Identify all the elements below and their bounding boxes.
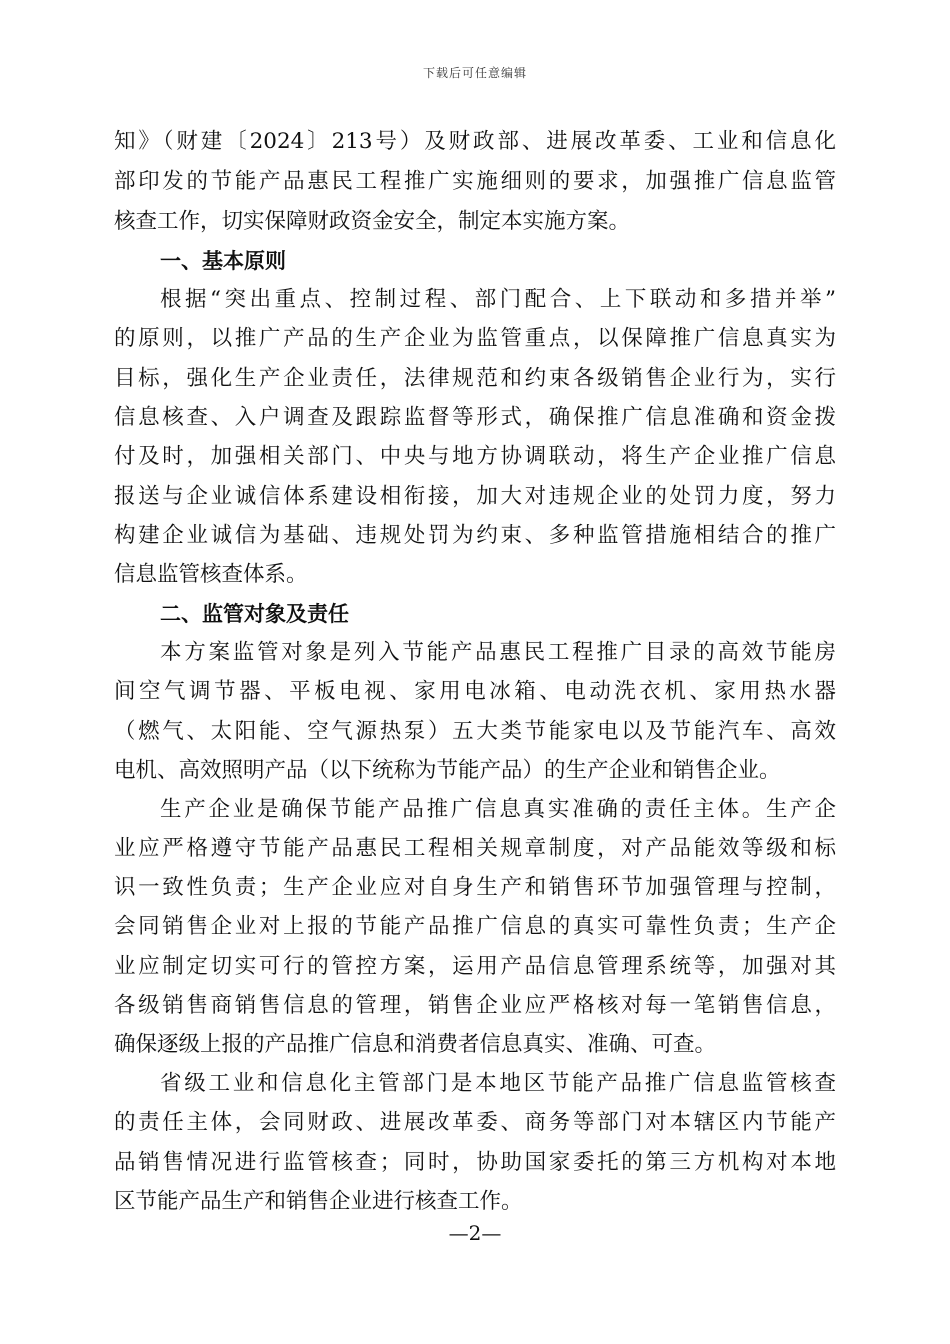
section2-para3-line: 区节能产品生产和销售企业进行核查工作。: [114, 1189, 523, 1214]
section2-para3-line: 的责任主体，会同财政、进展改革委、商务等部门对本辖区内节能产: [114, 1110, 836, 1135]
section2-para3-line: 品销售情况进行监管核查；同时，协助国家委托的第三方机构对本地: [114, 1150, 836, 1175]
section1-line: 根据“突出重点、控制过程、部门配合、上下联动和多措并举”: [160, 287, 836, 312]
section-heading-basic-principles: 一、基本原则: [160, 249, 286, 273]
section2-para1-line: 间空气调节器、平板电视、家用电冰箱、电动洗衣机、家用热水器: [114, 679, 836, 704]
intro-line: 知》（财建〔2024〕213号）及财政部、进展改革委、工业和信息化: [114, 129, 836, 154]
section1-line: 目标，强化生产企业责任，法律规范和约束各级销售企业行为，实行: [114, 366, 836, 391]
intro-line: 核查工作，切实保障财政资金安全，制定本实施方案。: [114, 209, 631, 234]
section1-line: 付及时，加强相关部门、中央与地方协调联动，将生产企业推广信息: [114, 444, 836, 469]
section2-para1-line: （燃气、太阳能、空气源热泵）五大类节能家电以及节能汽车、高效: [114, 719, 836, 744]
intro-line: 部印发的节能产品惠民工程推广实施细则的要求，加强推广信息监管: [114, 169, 836, 194]
section1-line: 的原则，以推广产品的生产企业为监管重点，以保障推广信息真实为: [114, 326, 836, 351]
section2-para2-line: 确保逐级上报的产品推广信息和消费者信息真实、准确、可查。: [114, 1032, 717, 1057]
section2-para1-line: 电机、高效照明产品（以下统称为节能产品）的生产企业和销售企业。: [114, 758, 781, 783]
section2-para2-line: 业应严格遵守节能产品惠民工程相关规章制度，对产品能效等级和标: [114, 836, 836, 861]
section2-para2-line: 各级销售商销售信息的管理，销售企业应严格核对每一笔销售信息，: [114, 993, 836, 1018]
section2-para3-line: 省级工业和信息化主管部门是本地区节能产品推广信息监管核查: [160, 1071, 836, 1096]
section2-para2-line: 业应制定切实可行的管控方案，运用产品信息管理系统等，加强对其: [114, 954, 836, 979]
section2-para2-line: 识一致性负责；生产企业应对自身生产和销售环节加强管理与控制，: [114, 875, 836, 900]
section1-line: 构建企业诚信为基础、违规处罚为约束、多种监管措施相结合的推广: [114, 523, 836, 548]
section1-line: 信息监管核查体系。: [114, 562, 308, 587]
section2-para2-line: 生产企业是确保节能产品推广信息真实准确的责任主体。生产企: [160, 797, 836, 822]
page-header-note: 下载后可任意编辑: [422, 66, 527, 80]
section1-line: 信息核查、入户调查及跟踪监督等形式，确保推广信息准确和资金拨: [114, 405, 836, 430]
section2-para2-line: 会同销售企业对上报的节能产品推广信息的真实可靠性负责；生产企: [114, 914, 836, 939]
page-number: —2—: [448, 1221, 502, 1245]
section2-para1-line: 本方案监管对象是列入节能产品惠民工程推广目录的高效节能房: [160, 640, 836, 665]
section-heading-supervision-targets: 二、监管对象及责任: [160, 602, 349, 626]
section1-line: 报送与企业诚信体系建设相衔接，加大对违规企业的处罚力度，努力: [114, 484, 836, 509]
